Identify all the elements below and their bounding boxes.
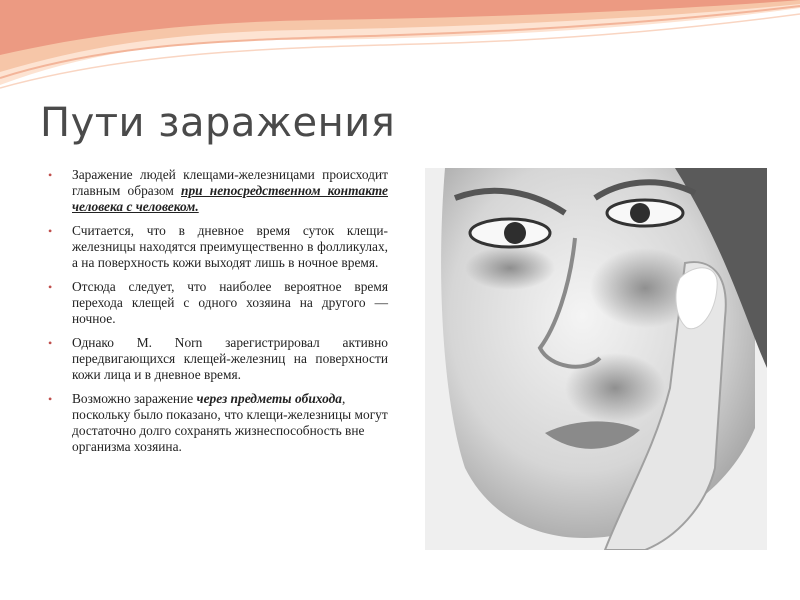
bullet-item	[48, 223, 388, 271]
slide-title: Пути заражения	[40, 100, 396, 146]
bullet-text: , поскольку было показано, что клещи-железницы могут достаточно долго сохранять жизнеспособность вне организма хозяина.	[72, 391, 388, 454]
bullet-item	[48, 335, 388, 383]
bullet-text: через предметы обихода	[196, 391, 342, 406]
bullet-marker-icon: •	[48, 280, 53, 294]
bullet-text: Считается, что в дневное время суток клещи-железницы находятся преимущественно в фолликулах, а на поверхность кожи выходят лишь в ночное время.	[72, 223, 388, 270]
decorative-wave-banner	[0, 0, 800, 90]
bullet-marker-icon: •	[48, 392, 53, 406]
bullet-text: Однако M. Norn зарегистрировал активно передвигающихся клещей-железниц на поверхности кожи лица и в дневное время.	[72, 335, 388, 382]
bullet-text: Отсюда следует, что наиболее вероятное время перехода клещей с одного хозяина на другого — ночное.	[72, 279, 388, 326]
bullet-list	[48, 167, 388, 463]
bullet-text: при непосредственном контакте человека с человеком.	[72, 183, 388, 214]
bullet-item	[48, 167, 388, 215]
bullet-text: Возможно заражение	[72, 391, 197, 406]
bullet-marker-icon: •	[48, 336, 53, 350]
face-photo	[425, 168, 767, 550]
bullet-text: Заражение людей клещами-железницами происходит главным образом	[72, 167, 388, 198]
bullet-marker-icon: •	[48, 224, 53, 238]
bullet-item	[48, 279, 388, 327]
bullet-item	[48, 391, 388, 455]
face-photo-graphic	[425, 168, 767, 550]
bullet-marker-icon: •	[48, 168, 53, 182]
